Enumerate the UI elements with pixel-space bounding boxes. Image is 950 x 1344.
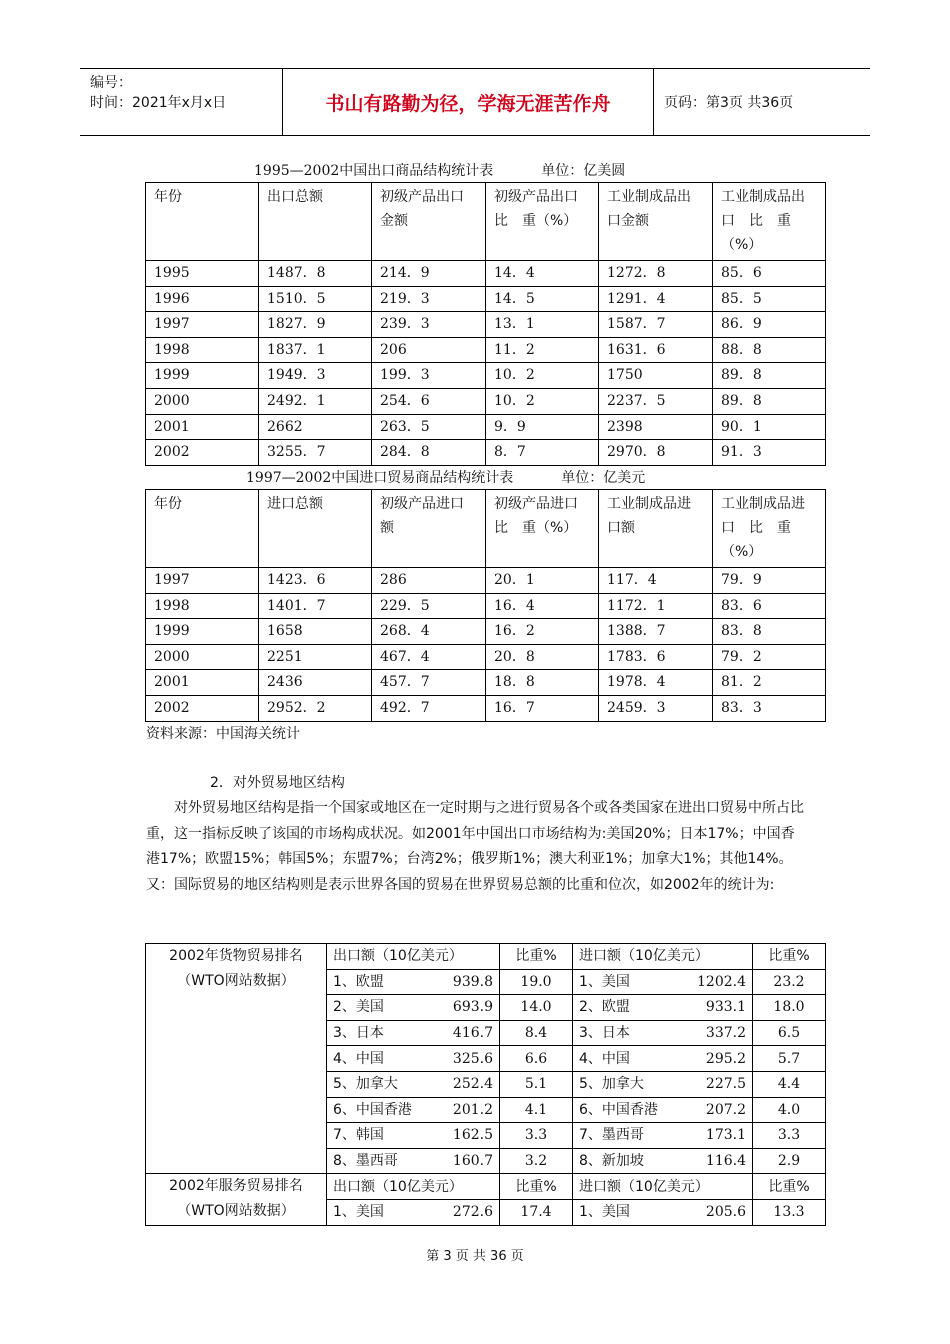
share-column-header: 比重% bbox=[753, 944, 826, 970]
country-value-cell bbox=[573, 1046, 753, 1072]
goods-trade-header-row bbox=[146, 944, 826, 970]
import-column-header: 进口额（10亿美元） bbox=[573, 944, 753, 970]
header-meta bbox=[80, 69, 282, 135]
share-column-header: 比重% bbox=[500, 1174, 573, 1200]
country-name: 4、中国 bbox=[333, 1050, 384, 1067]
table-cell: 2459．3 bbox=[599, 695, 713, 721]
country-name: 1、美国 bbox=[579, 973, 630, 990]
country-name: 8、墨西哥 bbox=[333, 1153, 398, 1170]
table-cell: 1487．8 bbox=[259, 261, 372, 287]
services-trade-header-row bbox=[146, 1174, 826, 1200]
import-table-title: 1997—2002中国进口贸易商品结构统计表 bbox=[246, 470, 514, 486]
export-table-caption bbox=[254, 160, 625, 180]
table-cell: 2952．2 bbox=[259, 695, 372, 721]
trade-value: 207.2 bbox=[705, 1101, 746, 1118]
table-cell: 83．6 bbox=[713, 593, 826, 619]
table-row bbox=[146, 261, 826, 287]
table-cell: 286 bbox=[372, 568, 486, 594]
trade-value: 325.6 bbox=[452, 1050, 493, 1067]
table-cell: 284．8 bbox=[372, 440, 486, 466]
import-table-header-row bbox=[146, 490, 826, 568]
table-cell: 1388．7 bbox=[599, 619, 713, 645]
table-cell: 268．4 bbox=[372, 619, 486, 645]
country-value-pair bbox=[579, 1098, 746, 1122]
table-cell: 199．3 bbox=[372, 363, 486, 389]
export-share: 4.1 bbox=[500, 1097, 573, 1123]
country-value-pair bbox=[579, 995, 746, 1019]
table-cell: 1291．4 bbox=[599, 286, 713, 312]
table-cell: 2436 bbox=[259, 670, 372, 696]
table-cell: 20．8 bbox=[486, 644, 599, 670]
table-cell: 83．3 bbox=[713, 695, 826, 721]
import-share: 6.5 bbox=[753, 1020, 826, 1046]
table-cell: 1401．7 bbox=[259, 593, 372, 619]
import-share: 13.3 bbox=[753, 1199, 826, 1225]
table-cell: 1827．9 bbox=[259, 312, 372, 338]
table-cell: 229．5 bbox=[372, 593, 486, 619]
country-value-cell bbox=[573, 1020, 753, 1046]
column-header: 初级产品进口 比 重（%） bbox=[486, 490, 599, 568]
trade-value: 160.7 bbox=[452, 1153, 493, 1170]
country-value-pair bbox=[579, 1021, 746, 1045]
import-share: 18.0 bbox=[753, 995, 826, 1021]
table-cell: 2001 bbox=[146, 670, 259, 696]
table-row bbox=[146, 337, 826, 363]
table-cell: 91．3 bbox=[713, 440, 826, 466]
country-name: 8、新加坡 bbox=[579, 1153, 644, 1170]
country-value-pair bbox=[333, 1098, 493, 1122]
column-header: 工业制成品进口额 bbox=[599, 490, 713, 568]
table-cell: 2970．8 bbox=[599, 440, 713, 466]
table-cell: 14．5 bbox=[486, 286, 599, 312]
country-value-cell bbox=[327, 1123, 500, 1149]
country-name: 3、日本 bbox=[579, 1025, 630, 1042]
column-header: 初级产品出口金额 bbox=[372, 183, 486, 261]
trade-value: 162.5 bbox=[452, 1127, 493, 1144]
header-page-code: 页码：第3页 共36页 bbox=[664, 95, 794, 111]
country-name: 6、中国香港 bbox=[579, 1101, 658, 1118]
table-cell: 263．5 bbox=[372, 414, 486, 440]
country-value-pair bbox=[579, 970, 746, 994]
import-table-caption bbox=[246, 467, 645, 487]
table-cell: 81．2 bbox=[713, 670, 826, 696]
trade-value: 201.2 bbox=[452, 1101, 493, 1118]
goods-trade-label: 2002年货物贸易排名（WTO网站数据） bbox=[146, 944, 327, 1174]
country-name: 7、墨西哥 bbox=[579, 1127, 644, 1144]
trade-value: 173.1 bbox=[705, 1127, 746, 1144]
country-name: 2、美国 bbox=[333, 999, 384, 1016]
table-cell: 2398 bbox=[599, 414, 713, 440]
country-value-pair bbox=[579, 1047, 746, 1071]
table-cell: 16．4 bbox=[486, 593, 599, 619]
import-share: 23.2 bbox=[753, 969, 826, 995]
table-cell: 2000 bbox=[146, 644, 259, 670]
table-cell: 1998 bbox=[146, 337, 259, 363]
table-cell: 18．8 bbox=[486, 670, 599, 696]
country-value-pair bbox=[333, 995, 493, 1019]
table-row bbox=[146, 312, 826, 338]
table-cell: 1837．1 bbox=[259, 337, 372, 363]
country-value-cell bbox=[573, 1097, 753, 1123]
import-share: 3.3 bbox=[753, 1123, 826, 1149]
country-name: 7、韩国 bbox=[333, 1127, 384, 1144]
page-header bbox=[80, 68, 870, 136]
table-cell: 79．9 bbox=[713, 568, 826, 594]
trade-value: 1202.4 bbox=[697, 973, 746, 990]
table-cell: 16．7 bbox=[486, 695, 599, 721]
table-cell: 467．4 bbox=[372, 644, 486, 670]
table-cell: 2000 bbox=[146, 388, 259, 414]
table-cell: 206 bbox=[372, 337, 486, 363]
table-row bbox=[146, 593, 826, 619]
table-cell: 239．3 bbox=[372, 312, 486, 338]
table-cell: 20．1 bbox=[486, 568, 599, 594]
trade-value: 693.9 bbox=[452, 999, 493, 1016]
table-cell: 1999 bbox=[146, 619, 259, 645]
table-cell: 11．2 bbox=[486, 337, 599, 363]
country-value-cell bbox=[573, 1123, 753, 1149]
table-cell: 1997 bbox=[146, 312, 259, 338]
export-share: 3.3 bbox=[500, 1123, 573, 1149]
wto-ranking-table bbox=[145, 943, 826, 1226]
table-cell: 214．9 bbox=[372, 261, 486, 287]
country-value-pair bbox=[333, 1072, 493, 1096]
table-cell: 10．2 bbox=[486, 388, 599, 414]
country-value-cell bbox=[573, 995, 753, 1021]
trade-value: 272.6 bbox=[452, 1204, 493, 1221]
country-name: 4、中国 bbox=[579, 1050, 630, 1067]
country-name: 1、欧盟 bbox=[333, 973, 384, 990]
table-row bbox=[146, 619, 826, 645]
paragraph-text: 对外贸易地区结构是指一个国家或地区在一定时期与之进行贸易各个或各类国家在进出口贸易中所占比重，这一指标反映了该国的市场构成状况。如2001年中国出口市场结构为:美国20%；日本17%；中国香港17%；欧盟15%；韩国5%；东盟7%；台湾2%；俄罗斯1%；澳大利亚1%；加拿大1%；其他14%。又：国际贸易的地区结构则是表示世界各国的贸易在世界贸易总额的比重和位次，如2002年的统计为: bbox=[146, 800, 804, 894]
table-cell: 85．6 bbox=[713, 261, 826, 287]
trade-value: 939.8 bbox=[452, 973, 493, 990]
country-value-pair bbox=[333, 970, 493, 994]
export-column-header: 出口额（10亿美元） bbox=[327, 1174, 500, 1200]
country-name: 1、美国 bbox=[333, 1204, 384, 1221]
country-name: 5、加拿大 bbox=[333, 1076, 398, 1093]
country-value-pair bbox=[579, 1123, 746, 1147]
table-cell: 2002 bbox=[146, 695, 259, 721]
country-value-cell bbox=[327, 1148, 500, 1174]
country-value-cell bbox=[327, 1071, 500, 1097]
column-header: 出口总额 bbox=[259, 183, 372, 261]
country-value-cell bbox=[573, 1071, 753, 1097]
page-footer: 第 3 页 共 36 页 bbox=[426, 1249, 524, 1264]
table-cell: 2492．1 bbox=[259, 388, 372, 414]
share-column-header: 比重% bbox=[500, 944, 573, 970]
column-header: 年份 bbox=[146, 183, 259, 261]
table-cell: 1997 bbox=[146, 568, 259, 594]
import-table bbox=[145, 489, 826, 722]
table-cell: 1998 bbox=[146, 593, 259, 619]
import-column-header: 进口额（10亿美元） bbox=[573, 1174, 753, 1200]
country-value-pair bbox=[579, 1072, 746, 1096]
table-row bbox=[146, 440, 826, 466]
country-value-pair bbox=[333, 1021, 493, 1045]
table-cell: 88．8 bbox=[713, 337, 826, 363]
share-column-header: 比重% bbox=[753, 1174, 826, 1200]
export-table bbox=[145, 182, 826, 466]
table-cell: 1750 bbox=[599, 363, 713, 389]
table-cell: 8．7 bbox=[486, 440, 599, 466]
trade-value: 416.7 bbox=[452, 1025, 493, 1042]
table-cell: 457．7 bbox=[372, 670, 486, 696]
country-name: 5、加拿大 bbox=[579, 1076, 644, 1093]
table-cell: 1995 bbox=[146, 261, 259, 287]
table-cell: 219．3 bbox=[372, 286, 486, 312]
table-cell: 2002 bbox=[146, 440, 259, 466]
country-value-pair bbox=[579, 1200, 746, 1224]
table-cell: 10．2 bbox=[486, 363, 599, 389]
section-heading: 2．对外贸易地区结构 bbox=[210, 775, 345, 791]
table-cell: 1587．7 bbox=[599, 312, 713, 338]
country-value-cell bbox=[327, 969, 500, 995]
country-value-pair bbox=[333, 1149, 493, 1173]
export-table-header-row bbox=[146, 183, 826, 261]
country-name: 2、欧盟 bbox=[579, 999, 630, 1016]
table-cell: 90．1 bbox=[713, 414, 826, 440]
country-value-cell bbox=[573, 1148, 753, 1174]
table-cell: 1783．6 bbox=[599, 644, 713, 670]
table-cell: 1978．4 bbox=[599, 670, 713, 696]
table-cell: 254．6 bbox=[372, 388, 486, 414]
trade-value: 252.4 bbox=[452, 1076, 493, 1093]
country-value-pair bbox=[579, 1149, 746, 1173]
table-cell: 492．7 bbox=[372, 695, 486, 721]
country-value-cell bbox=[573, 1199, 753, 1225]
table-cell: 86．9 bbox=[713, 312, 826, 338]
table-row bbox=[146, 286, 826, 312]
table-cell: 3255．7 bbox=[259, 440, 372, 466]
table-cell: 1510．5 bbox=[259, 286, 372, 312]
services-trade-label: 2002年服务贸易排名（WTO网站数据） bbox=[146, 1174, 327, 1225]
table-cell: 9．9 bbox=[486, 414, 599, 440]
export-share: 14.0 bbox=[500, 995, 573, 1021]
country-value-cell bbox=[327, 1199, 500, 1225]
import-share: 4.4 bbox=[753, 1071, 826, 1097]
country-name: 1、美国 bbox=[579, 1204, 630, 1221]
table-cell: 1658 bbox=[259, 619, 372, 645]
body-paragraph bbox=[146, 796, 806, 899]
export-share: 17.4 bbox=[500, 1199, 573, 1225]
table-cell: 2662 bbox=[259, 414, 372, 440]
table-cell: 2001 bbox=[146, 414, 259, 440]
import-share: 5.7 bbox=[753, 1046, 826, 1072]
export-share: 3.2 bbox=[500, 1148, 573, 1174]
country-value-pair bbox=[333, 1047, 493, 1071]
table-cell: 1631．6 bbox=[599, 337, 713, 363]
column-header: 进口总额 bbox=[259, 490, 372, 568]
table-cell: 83．8 bbox=[713, 619, 826, 645]
export-share: 19.0 bbox=[500, 969, 573, 995]
table-row bbox=[146, 388, 826, 414]
import-table-unit: 单位：亿美元 bbox=[561, 470, 646, 486]
table-cell: 89．8 bbox=[713, 388, 826, 414]
export-table-unit: 单位：亿美圆 bbox=[541, 163, 626, 179]
country-value-cell bbox=[327, 1097, 500, 1123]
table-cell: 1272．8 bbox=[599, 261, 713, 287]
table-cell: 1423．6 bbox=[259, 568, 372, 594]
table-cell: 79．2 bbox=[713, 644, 826, 670]
table-cell: 14．4 bbox=[486, 261, 599, 287]
table-row bbox=[146, 644, 826, 670]
trade-value: 337.2 bbox=[705, 1025, 746, 1042]
country-name: 3、日本 bbox=[333, 1025, 384, 1042]
table-cell: 2251 bbox=[259, 644, 372, 670]
column-header: 工业制成品出 口 比 重（%） bbox=[713, 183, 826, 261]
table-row bbox=[146, 568, 826, 594]
time-label: 时间：2021年x月x日 bbox=[90, 95, 227, 111]
export-share: 6.6 bbox=[500, 1046, 573, 1072]
trade-value: 933.1 bbox=[705, 999, 746, 1016]
trade-value: 116.4 bbox=[705, 1153, 746, 1170]
table-cell: 117．4 bbox=[599, 568, 713, 594]
export-column-header: 出口额（10亿美元） bbox=[327, 944, 500, 970]
table-cell: 2237．5 bbox=[599, 388, 713, 414]
country-value-cell bbox=[327, 1020, 500, 1046]
table-row bbox=[146, 414, 826, 440]
header-motto: 书山有路勤为径，学海无涯苦作舟 bbox=[282, 69, 654, 135]
country-value-pair bbox=[333, 1123, 493, 1147]
column-header: 年份 bbox=[146, 490, 259, 568]
column-header: 初级产品出口 比 重（%） bbox=[486, 183, 599, 261]
column-header: 工业制成品进 口 比 重（%） bbox=[713, 490, 826, 568]
trade-value: 205.6 bbox=[705, 1204, 746, 1221]
export-share: 8.4 bbox=[500, 1020, 573, 1046]
table-cell: 1996 bbox=[146, 286, 259, 312]
export-share: 5.1 bbox=[500, 1071, 573, 1097]
table-row bbox=[146, 695, 826, 721]
table-cell: 1949．3 bbox=[259, 363, 372, 389]
table-cell: 1999 bbox=[146, 363, 259, 389]
table-cell: 1172．1 bbox=[599, 593, 713, 619]
country-value-cell bbox=[327, 995, 500, 1021]
country-value-cell bbox=[327, 1046, 500, 1072]
trade-value: 227.5 bbox=[705, 1076, 746, 1093]
table-cell: 16．2 bbox=[486, 619, 599, 645]
country-value-pair bbox=[333, 1200, 493, 1224]
table-row bbox=[146, 670, 826, 696]
table-cell: 13．1 bbox=[486, 312, 599, 338]
country-name: 6、中国香港 bbox=[333, 1101, 412, 1118]
column-header: 初级产品进口额 bbox=[372, 490, 486, 568]
data-source-note: 资料来源：中国海关统计 bbox=[146, 726, 300, 742]
table-cell: 85．5 bbox=[713, 286, 826, 312]
number-label: 编号： bbox=[90, 75, 132, 91]
import-share: 2.9 bbox=[753, 1148, 826, 1174]
column-header: 工业制成品出口金额 bbox=[599, 183, 713, 261]
trade-value: 295.2 bbox=[705, 1050, 746, 1067]
table-cell: 89．8 bbox=[713, 363, 826, 389]
country-value-cell bbox=[573, 969, 753, 995]
export-table-title: 1995—2002中国出口商品结构统计表 bbox=[254, 163, 494, 179]
import-share: 4.0 bbox=[753, 1097, 826, 1123]
table-row bbox=[146, 363, 826, 389]
